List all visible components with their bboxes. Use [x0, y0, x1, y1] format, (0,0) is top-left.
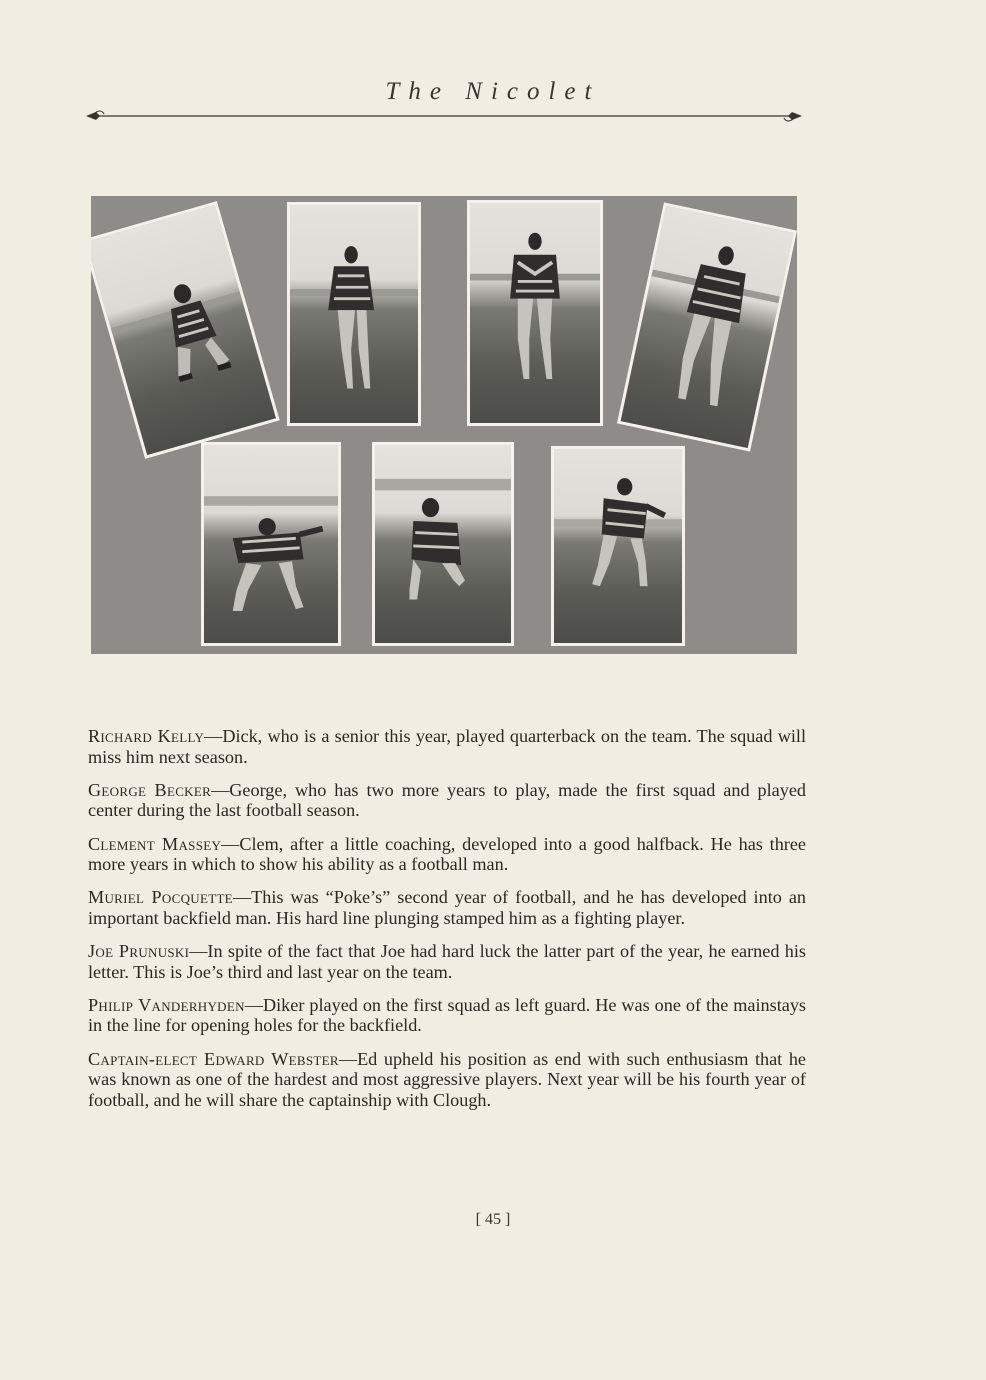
photo-lineman-stance-2 — [372, 442, 514, 646]
player-paragraph — [88, 726, 806, 767]
player-paragraph — [88, 1049, 806, 1111]
photo-standing-player-3 — [617, 202, 797, 451]
photo-standing-player-1 — [287, 202, 421, 426]
player-figure-illustration — [375, 445, 511, 643]
photo-crouching-player — [91, 201, 280, 459]
player-name: Muriel Pocquette — [88, 887, 233, 908]
player-paragraph — [88, 780, 806, 821]
photo-standing-player-2 — [467, 200, 603, 426]
photo-end-stance — [551, 446, 685, 646]
player-paragraph — [88, 834, 806, 875]
player-paragraph — [88, 995, 806, 1036]
header-rule-ornament — [86, 106, 802, 126]
player-name: Clement Massey — [88, 833, 222, 854]
page-number: [ 45 ] — [475, 1211, 511, 1228]
player-description: —Ed upheld his position as end with such enthusiasm that he was known as one of the hardest and most aggressive players. Next year will be his fourth year of football, and he will share the captainship with Clough. — [88, 1048, 807, 1110]
player-name: Joe Prunuski — [88, 941, 190, 962]
player-description: —Clem, after a little coaching, developed into a good halfback. He has three more years in which to show his ability as a football man. — [88, 833, 806, 875]
player-paragraph — [88, 941, 806, 982]
player-figure-illustration — [91, 205, 276, 455]
player-description: —In spite of the fact that Joe had hard luck the latter part of the year, he earned his letter. This is Joe’s third and last year on the team. — [88, 941, 806, 982]
player-figure-illustration — [621, 206, 794, 448]
running-header-title: The Nicolet — [385, 78, 601, 105]
player-figure-illustration — [470, 203, 600, 423]
player-figure-illustration — [204, 445, 338, 643]
player-description: —Dick, who is a senior this year, played quarterback on the team. The squad will miss him next season. — [88, 726, 806, 767]
player-figure-illustration — [554, 449, 682, 643]
photo-lineman-stance-1 — [201, 442, 341, 646]
player-paragraph — [88, 887, 806, 928]
player-name: Richard Kelly — [88, 726, 205, 746]
football-photo-collage — [91, 196, 797, 654]
player-name: George Becker — [88, 779, 212, 800]
player-figure-illustration — [290, 205, 418, 423]
player-description: —George, who has two more years to play, made the first squad and played center during the last football season. — [88, 779, 807, 821]
player-description: —Diker played on the first squad as left guard. He was one of the mainstays in the line for opening holes for the backfield. — [88, 994, 806, 1036]
player-name: Captain-elect Edward Webster — [88, 1048, 339, 1069]
player-name: Philip Vanderhyden — [88, 994, 245, 1015]
player-descriptions — [88, 726, 806, 1123]
player-description: —This was “Poke’s” second year of football, and he has developed into an important backfield man. His hard line plunging stamped him as a fighting player. — [88, 887, 806, 928]
